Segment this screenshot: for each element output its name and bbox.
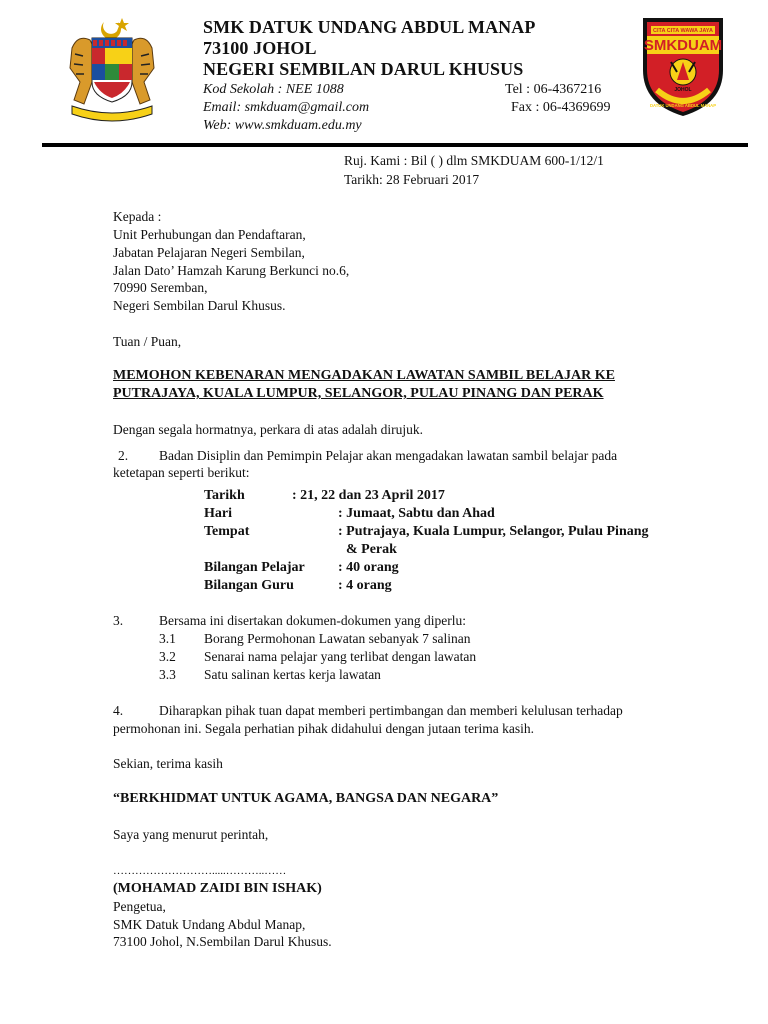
recipient-line: Negeri Sembilan Darul Khusus. [113, 298, 286, 313]
school-website: Web: www.smkduam.edu.my [203, 118, 362, 133]
school-name: SMK DATUK UNDANG ABDUL MANAP [203, 17, 536, 37]
paragraph-3-text: Bersama ini disertakan dokumen-dokumen yang diperlu: [159, 613, 467, 628]
recipient-line: Jabatan Pelajaran Negeri Sembilan, [113, 245, 305, 260]
reference-number: Ruj. Kami : Bil ( ) dlm SMKDUAM 600-1/12/1 [344, 153, 604, 168]
detail-value-tempat-continued: & Perak [346, 542, 397, 557]
detail-value-tempat: : Putrajaya, Kuala Lumpur, Selangor, Pulau Pinang [338, 524, 649, 539]
detail-value-bilangan-pelajar: : 40 orang [338, 560, 399, 575]
detail-label-tempat: Tempat [204, 524, 250, 539]
school-email: Email: smkduam@gmail.com [203, 100, 370, 115]
detail-label-tarikh: Tarikh [204, 488, 245, 503]
school-state: NEGERI SEMBILAN DARUL KHUSUS [203, 59, 524, 79]
signatory-title: Pengetua, [113, 899, 166, 914]
paragraph-3-number: 3. [113, 613, 124, 628]
list-item-text: Senarai nama pelajar yang terlibat dengan lawatan [204, 649, 477, 664]
paragraph-4-line-2: permohonan ini. Segala perhatian pihak didahului dengan jutaan terima kasih. [113, 721, 534, 736]
salutation: Tuan / Puan, [113, 334, 182, 349]
school-telephone: Tel : 06-4367216 [505, 82, 602, 97]
signatory-address: 73100 Johol, N.Sembilan Darul Khusus. [113, 934, 332, 949]
letter-date: Tarikh: 28 Februari 2017 [344, 172, 480, 187]
school-crest-place-text: JOHOL [674, 87, 692, 93]
closing-remark: Sekian, terima kasih [113, 756, 223, 771]
school-crest-bottom-text: DATUK UNDANG ABDUL MANAP [650, 103, 716, 108]
recipient-line: Jalan Dato’ Hamzah Karung Berkunci no.6, [113, 263, 350, 278]
school-code: Kod Sekolah : NEE 1088 [203, 82, 344, 97]
paragraph-2-line-2: ketetapan seperti berikut: [113, 465, 250, 480]
paragraph-2-line-1: Badan Disiplin dan Pemimpin Pelajar akan mengadakan lawatan sambil belajar pada [159, 448, 618, 463]
detail-label-bilangan-pelajar: Bilangan Pelajar [204, 560, 305, 575]
school-crest-main-text: SMKDUAM [643, 37, 723, 54]
paragraph-4-number: 4. [113, 703, 124, 718]
list-item-number: 3.3 [159, 667, 176, 682]
subject-line-2: PUTRAJAYA, KUALA LUMPUR, SELANGOR, PULAU PINANG DAN PERAK [113, 386, 604, 401]
detail-value-hari: : Jumaat, Sabtu dan Ahad [338, 506, 495, 521]
detail-label-bilangan-guru: Bilangan Guru [204, 578, 294, 593]
school-crest-logo [637, 10, 729, 118]
recipient-line: Kepada : [113, 209, 162, 224]
recipient-line: Unit Perhubungan dan Pendaftaran, [113, 227, 306, 242]
recipient-line: 70990 Seremban, [113, 280, 208, 295]
signatory-name: (MOHAMAD ZAIDI BIN ISHAK) [113, 881, 322, 896]
school-fax: Fax : 06-4369699 [511, 100, 611, 115]
subject-line-1: MEMOHON KEBENARAN MENGADAKAN LAWATAN SAMBIL BELAJAR KE [113, 368, 615, 383]
signoff: Saya yang menurut perintah, [113, 827, 269, 842]
paragraph-1: Dengan segala hormatnya, perkara di atas adalah dirujuk. [113, 422, 423, 437]
list-item-text: Satu salinan kertas kerja lawatan [204, 667, 381, 682]
paragraph-4-line-1: Diharapkan pihak tuan dapat memberi pertimbangan dan memberi kelulusan terhadap [159, 703, 623, 718]
detail-value-bilangan-guru: : 4 orang [338, 578, 392, 593]
detail-value-tarikh: : 21, 22 dan 23 April 2017 [292, 488, 445, 503]
detail-label-hari: Hari [204, 506, 232, 521]
school-crest-top-text: CITA CITA WAWA JAYA [653, 28, 713, 34]
school-postcode-town: 73100 JOHOL [203, 38, 317, 58]
motto: “BERKHIDMAT UNTUK AGAMA, BANGSA DAN NEGARA” [113, 791, 499, 806]
list-item-text: Borang Permohonan Lawatan sebanyak 7 salinan [204, 631, 471, 646]
list-item-number: 3.2 [159, 649, 176, 664]
signature-line: ……………………….....………..…… [113, 865, 287, 877]
malaysia-coat-of-arms-logo [66, 14, 158, 122]
header-divider [42, 143, 748, 147]
list-item-number: 3.1 [159, 631, 176, 646]
signatory-organization: SMK Datuk Undang Abdul Manap, [113, 917, 306, 932]
paragraph-2-number: 2. [118, 448, 129, 463]
